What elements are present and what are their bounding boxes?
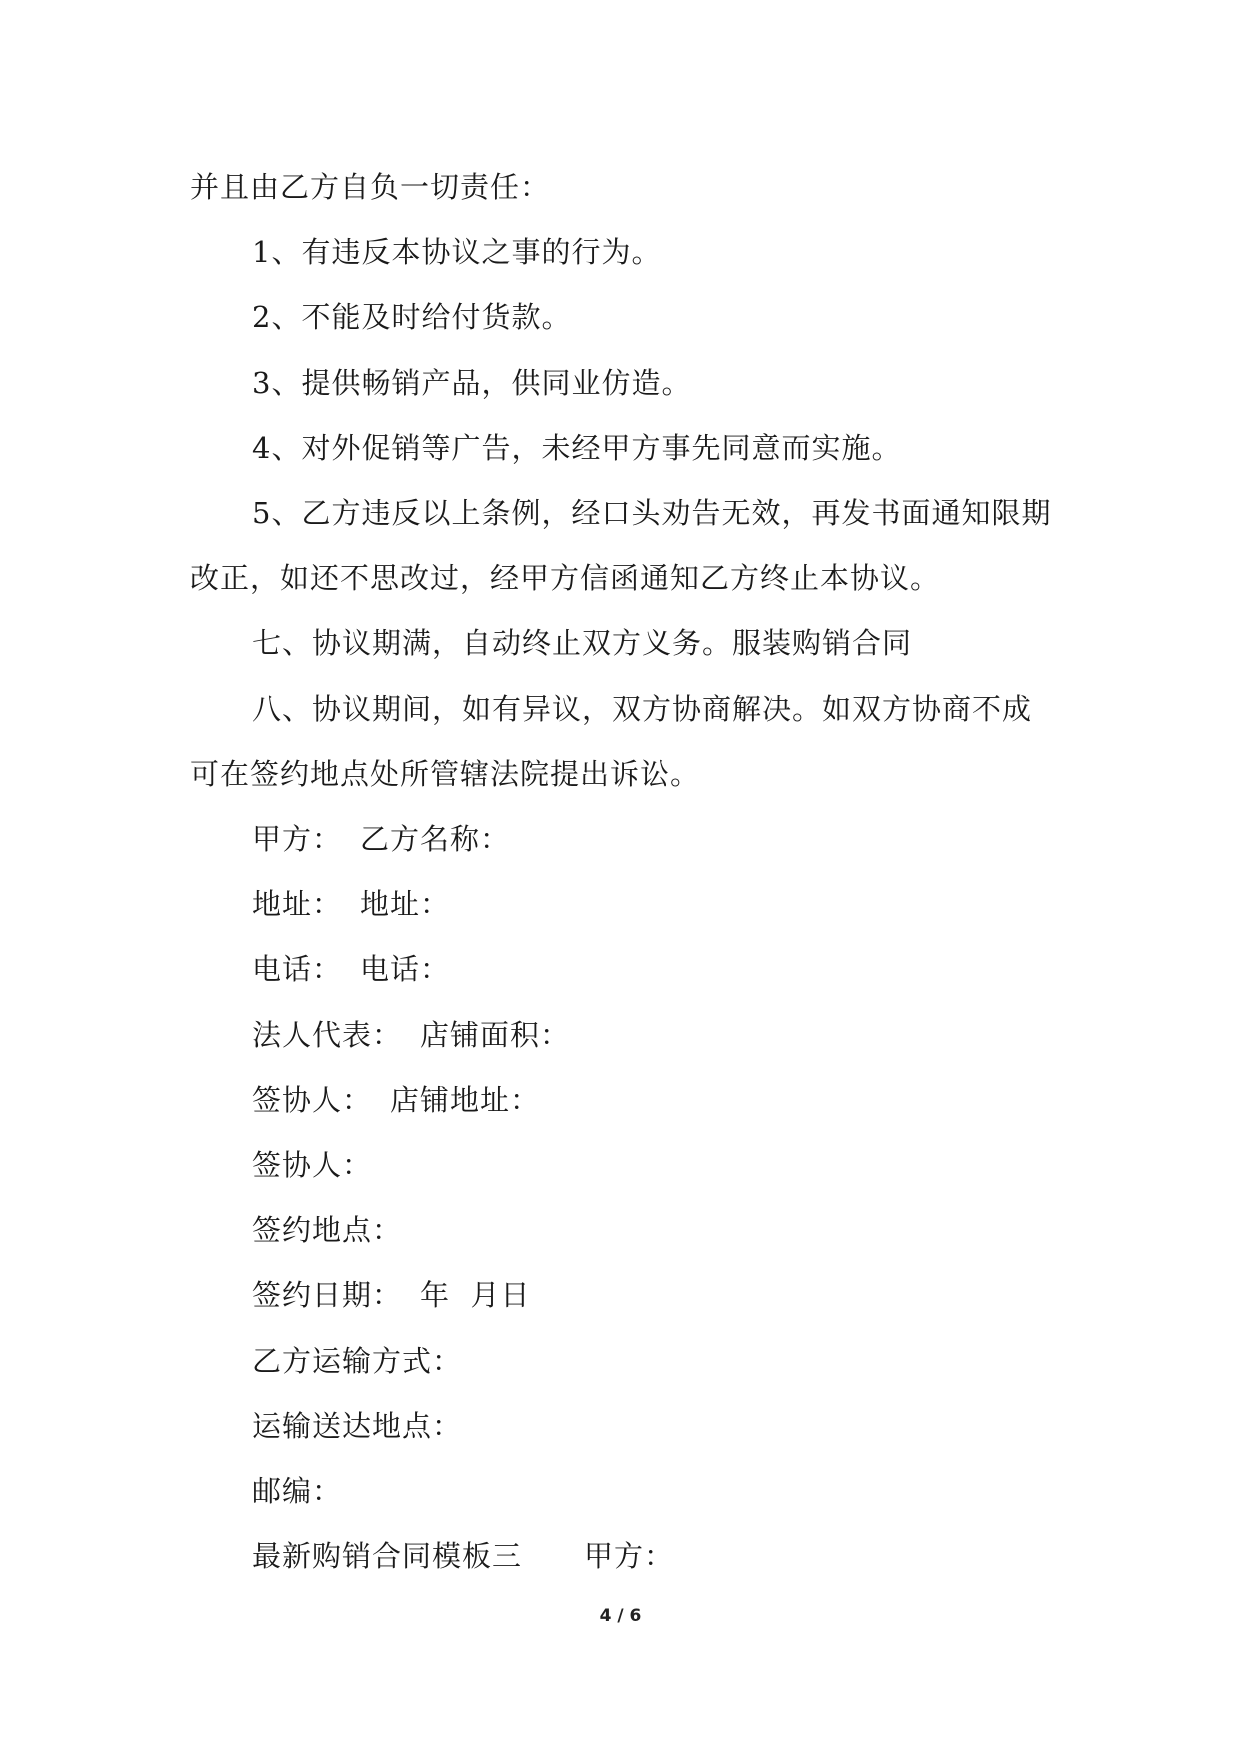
field-label: 地址： <box>360 887 451 922</box>
field-label: 店铺面积： <box>420 1017 571 1052</box>
clause-4: 4、对外促销等广告，未经甲方事先同意而实施。 <box>252 430 902 465</box>
field-row-address <box>190 872 1060 937</box>
field-row-phone <box>190 937 1060 1002</box>
template-heading: 最新购销合同模板三 <box>252 1539 523 1574</box>
paragraph-continuation: 并且由乙方自负一切责任： <box>190 170 551 204</box>
field-label: 地址： <box>252 887 343 922</box>
field-label: 店铺地址： <box>390 1082 541 1117</box>
template-heading-line <box>190 1524 1060 1589</box>
field-label: 签协人： <box>252 1082 373 1117</box>
field-label: 运输送达地点： <box>252 1408 463 1443</box>
field-row-delivery <box>190 1394 1060 1459</box>
field-label: 签约地点： <box>252 1213 403 1248</box>
field-label: 乙方运输方式： <box>252 1343 463 1378</box>
clause-3: 3、提供畅销产品，供同业仿造。 <box>252 365 692 400</box>
field-label: 签协人： <box>252 1148 373 1183</box>
field-label: 邮编： <box>252 1474 343 1509</box>
field-row-postcode <box>190 1459 1060 1524</box>
clause-2: 2、不能及时给付货款。 <box>252 300 572 335</box>
field-label: 电话： <box>360 952 451 987</box>
field-row-sign-date <box>190 1263 1060 1328</box>
field-row-party <box>190 807 1060 872</box>
field-label: 法人代表： <box>252 1017 403 1052</box>
document-body <box>190 155 1060 1589</box>
field-row-signer <box>190 1068 1060 1133</box>
field-label: 甲方： <box>252 822 343 857</box>
article-7: 七、协议期满，自动终止双方义务。服装购销合同 <box>252 626 913 661</box>
field-label: 电话： <box>252 952 343 987</box>
page-number: 4 / 6 <box>599 1606 642 1626</box>
field-label: 签约日期： <box>252 1278 403 1313</box>
field-row-transport <box>190 1329 1060 1394</box>
clause-1: 1、有违反本协议之事的行为。 <box>252 235 662 270</box>
article-8: 八、协议期间，如有异议，双方协商解决。如双方协商不成可在签约地点处所管辖法院提出诉讼。 <box>190 691 1033 791</box>
field-label: 乙方名称： <box>360 822 511 857</box>
date-placeholder: 年 月日 <box>420 1278 531 1313</box>
field-row-legal-rep <box>190 1003 1060 1068</box>
field-label: 甲方： <box>584 1539 675 1574</box>
field-row-signer-2 <box>190 1133 1060 1198</box>
clause-5: 5、乙方违反以上条例，经口头劝告无效，再发书面通知限期改正，如还不思改过，经甲方信函通知乙方终止本协议。 <box>190 496 1052 596</box>
field-row-sign-place <box>190 1198 1060 1263</box>
